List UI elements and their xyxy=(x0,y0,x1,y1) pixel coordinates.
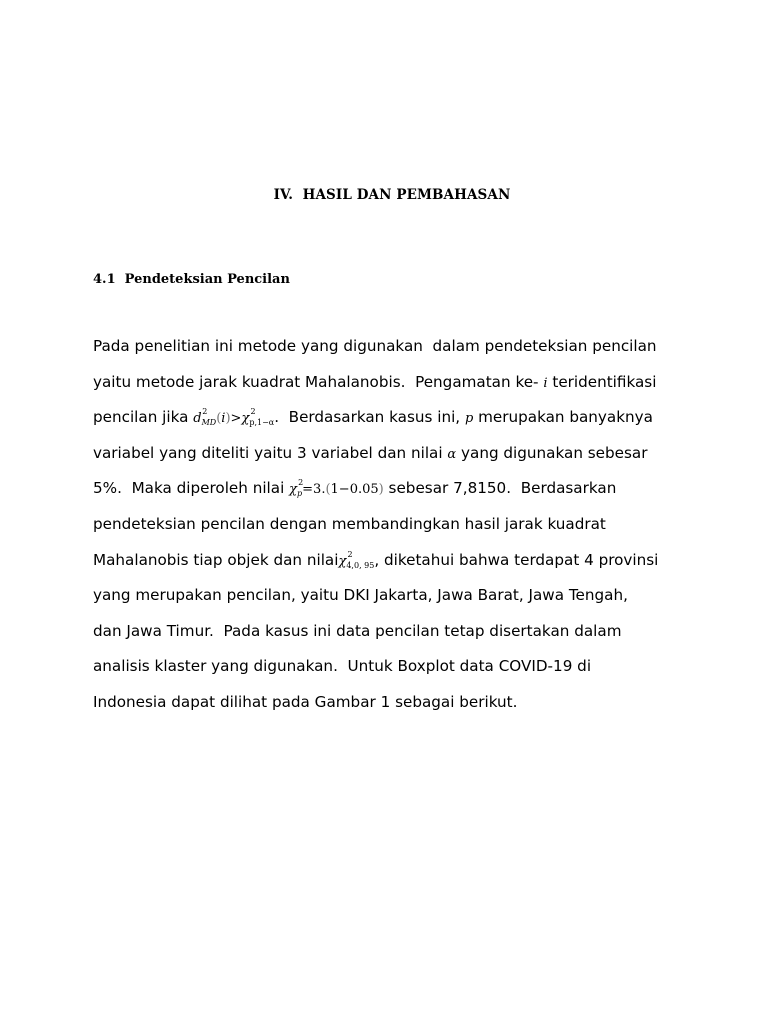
math-subscript: 4,0, 95 xyxy=(346,560,375,570)
math-subscript: MD xyxy=(201,418,217,428)
text-fragment: sebesar 7,8150. Berdasarkan xyxy=(383,479,617,498)
paragraph-line-7 xyxy=(93,543,693,579)
paragraph-line-3 xyxy=(93,400,693,436)
paragraph-line-4 xyxy=(93,436,693,472)
paragraph-line-11: Indonesia dapat dilihat pada Gambar 1 sebagai berikut. xyxy=(93,692,518,711)
math-chi xyxy=(338,544,353,580)
math-symbol: χ xyxy=(289,482,298,498)
math-p: p xyxy=(464,411,474,427)
math-distance-d xyxy=(193,401,208,437)
math-subscript: p,1−α xyxy=(249,418,275,428)
math-superscript: 2 xyxy=(202,407,208,417)
paragraph-line-1: Pada penelitian ini metode yang digunakan dalam pendeteksian pencilan xyxy=(93,337,657,355)
math-subscript: p xyxy=(297,489,303,499)
math-symbol: χ xyxy=(241,411,250,427)
math-symbol: χ xyxy=(338,553,347,569)
chapter-title: IV. HASIL DAN PEMBAHASAN xyxy=(273,187,511,203)
paragraph-line-5 xyxy=(93,471,693,507)
text-fragment: pencilan jika xyxy=(93,408,194,427)
paren-open: ( xyxy=(216,411,222,427)
math-inner: 1−0.05 xyxy=(330,482,379,498)
math-index-i: i xyxy=(543,375,548,391)
body-paragraph xyxy=(93,329,693,721)
math-superscript: 2 xyxy=(298,478,304,488)
paragraph-line-9: dan Jawa Timur. Pada kasus ini data pencilan tetap disertakan dalam xyxy=(93,621,622,640)
text-fragment: 5%. Maka diperoleh nilai xyxy=(93,479,290,498)
text-fragment: teridentifikasi xyxy=(547,372,657,391)
paragraph-line-2 xyxy=(93,365,693,401)
section-title: 4.1 Pendeteksian Pencilan xyxy=(93,272,290,287)
paragraph-line-10: analisis klaster yang digunakan. Untuk Boxplot data COVID-19 di xyxy=(93,657,592,676)
text-fragment: yaitu metode jarak kuadrat Mahalanobis. Pengamatan ke- xyxy=(93,372,544,391)
text-fragment: variabel yang diteliti yaitu 3 variabel dan nilai xyxy=(93,443,448,462)
math-operator: > xyxy=(230,411,242,427)
math-superscript: 2 xyxy=(347,549,353,559)
paragraph-line-8: yang merupakan pencilan, yaitu DKI Jakarta, Jawa Barat, Jawa Tengah, xyxy=(93,586,628,605)
math-superscript: 2 xyxy=(250,407,256,417)
math-alpha: α xyxy=(447,446,457,462)
math-index-i: i xyxy=(221,411,226,427)
text-fragment: , diketahui bahwa terdapat 4 provinsi xyxy=(374,550,659,569)
text-fragment: yang digunakan sebesar xyxy=(456,443,648,462)
paren-close: ) xyxy=(378,482,384,498)
math-chi xyxy=(241,401,256,437)
text-fragment: merupakan banyaknya xyxy=(473,408,653,427)
paragraph-line-6: pendeteksian pencilan dengan membandingkan hasil jarak kuadrat xyxy=(93,514,606,533)
text-fragment: Mahalanobis tiap objek dan nilai xyxy=(93,550,339,569)
paren-close: ) xyxy=(225,411,231,427)
text-fragment: . Berdasarkan kasus ini, xyxy=(274,408,465,427)
math-symbol: d xyxy=(193,411,202,427)
math-chi xyxy=(289,472,304,508)
math-equation: =3. xyxy=(302,482,326,498)
paren-open: ( xyxy=(325,482,331,498)
